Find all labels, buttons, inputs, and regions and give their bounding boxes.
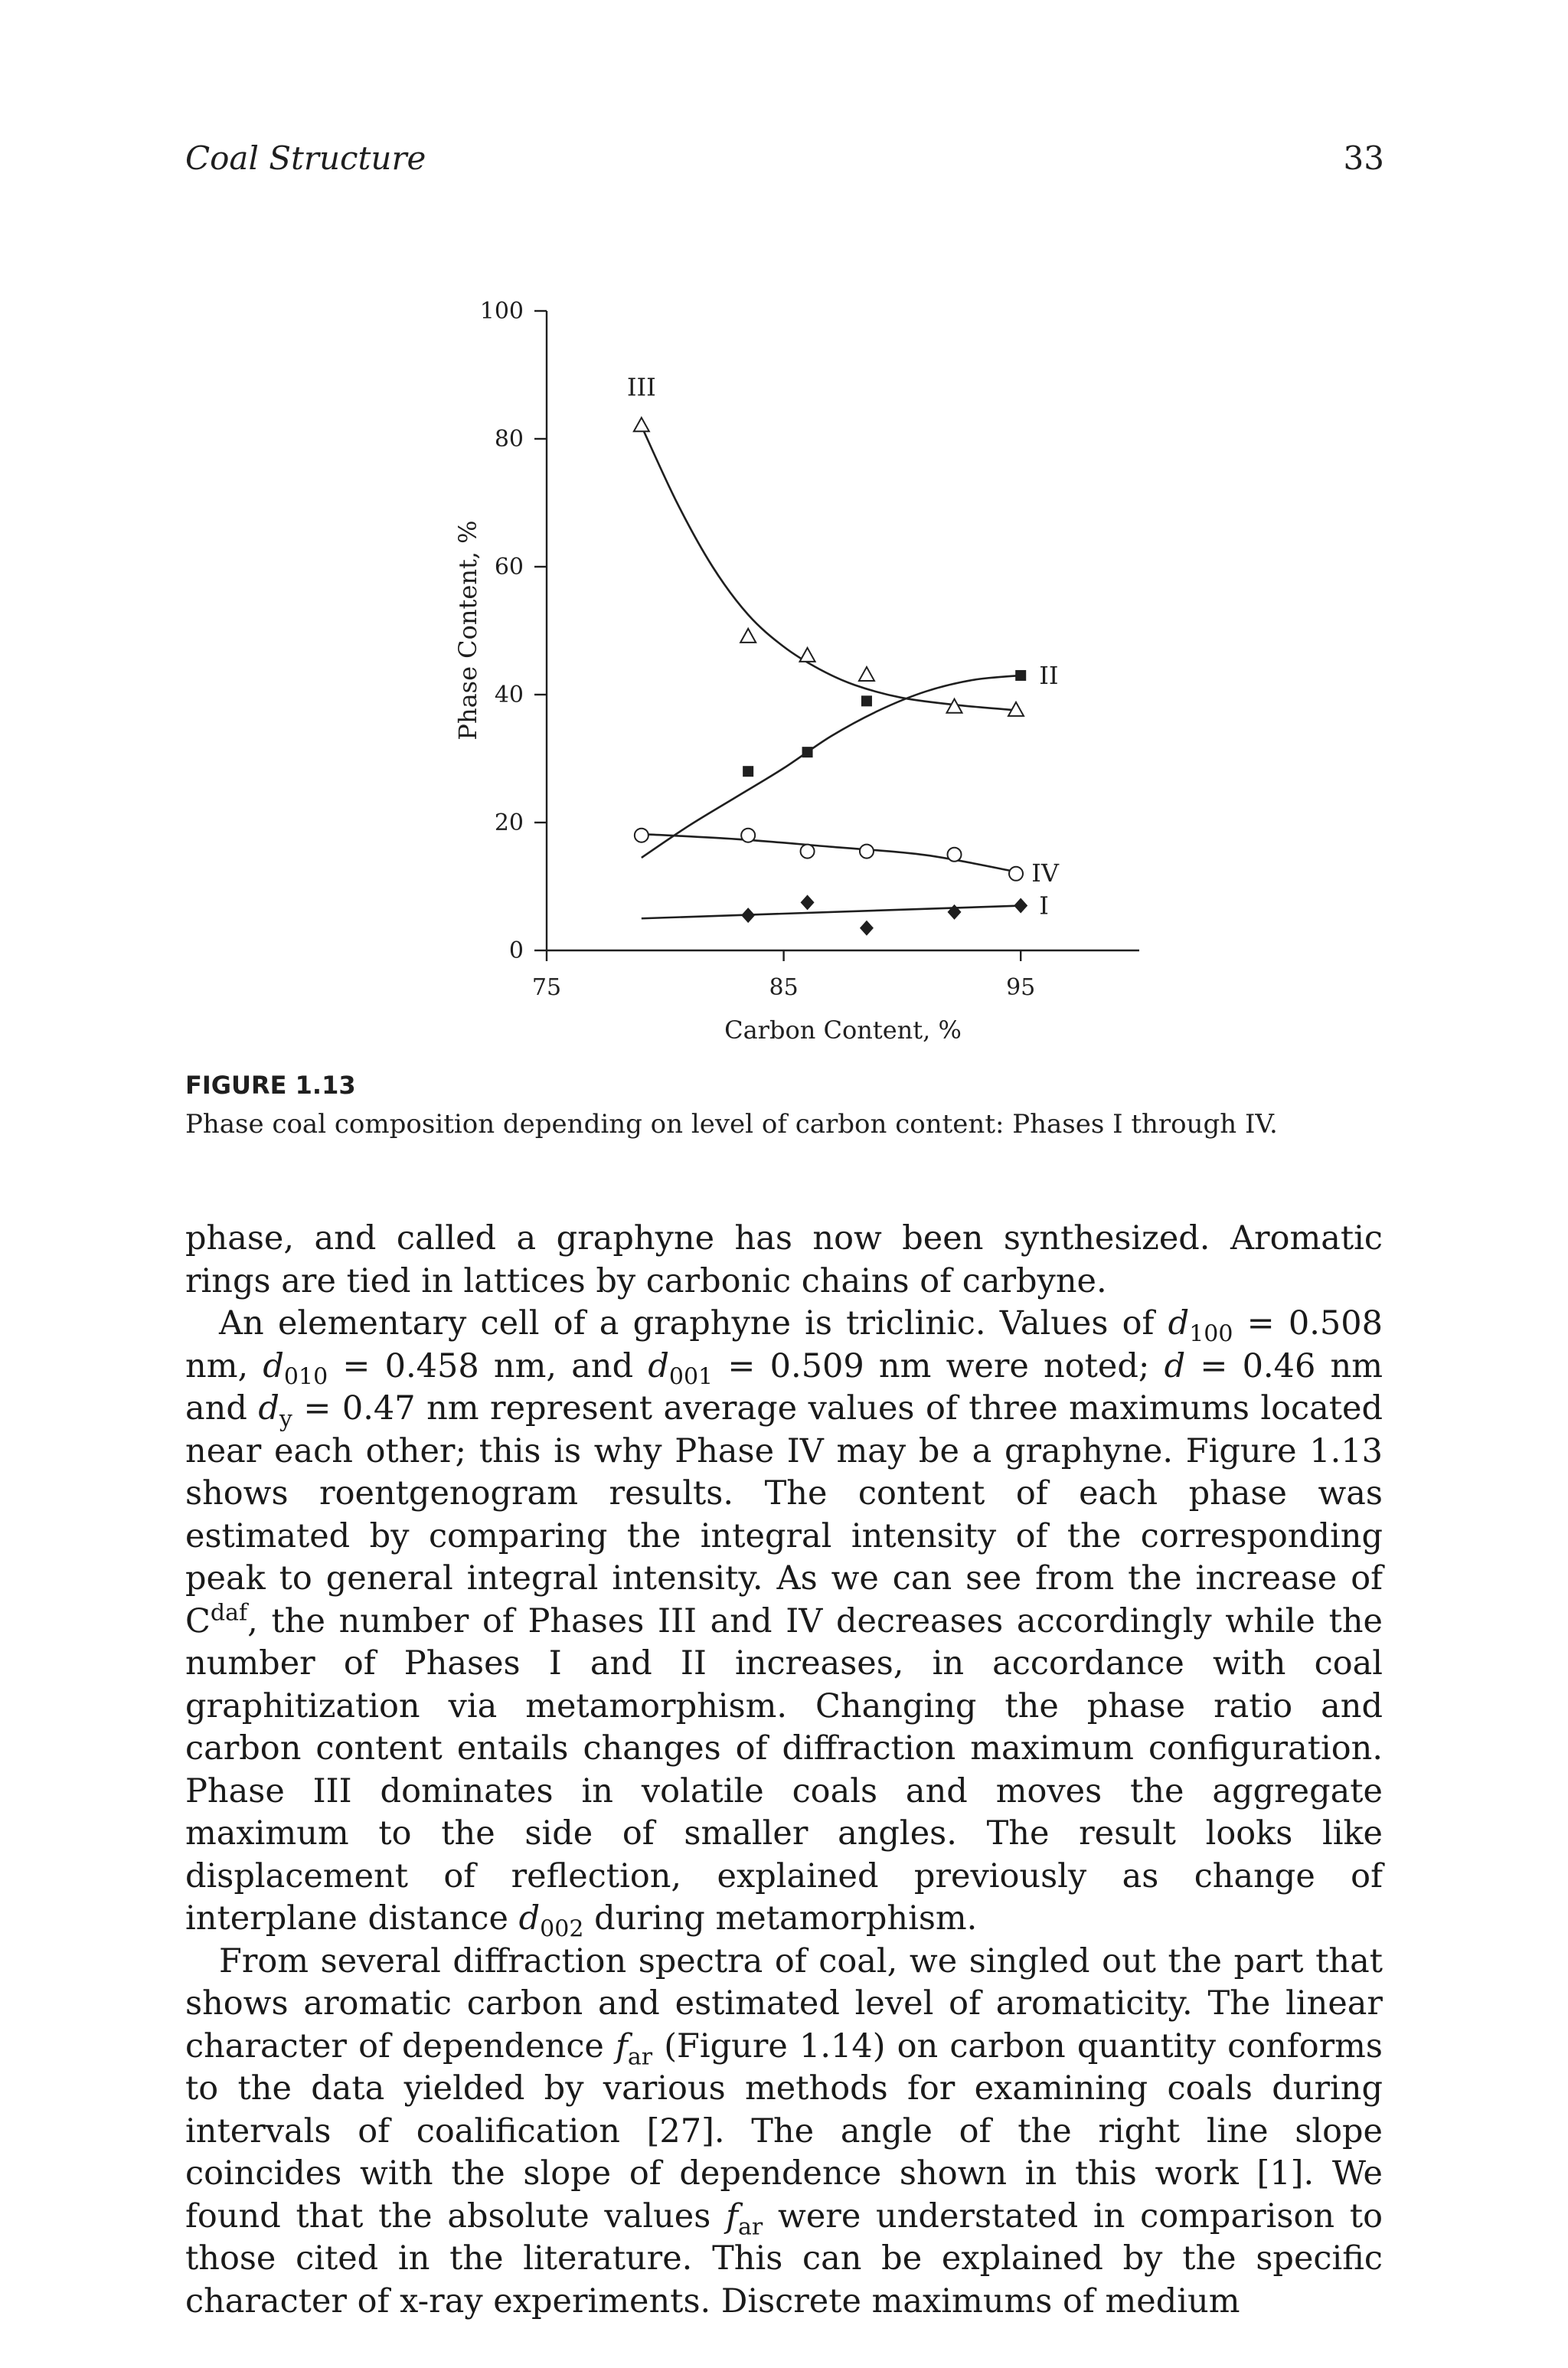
chart-axes bbox=[547, 311, 1139, 950]
series-i-point bbox=[948, 904, 962, 920]
series-iv-point bbox=[948, 848, 962, 862]
series-iii-point bbox=[859, 667, 874, 681]
series-i-point bbox=[1014, 898, 1027, 914]
series-iii-point bbox=[800, 648, 815, 662]
series-iv-point bbox=[741, 829, 755, 842]
series-ii-point bbox=[861, 695, 872, 706]
series-iii-point bbox=[634, 417, 649, 431]
y-tick-label: 20 bbox=[494, 810, 524, 836]
y-tick-label: 100 bbox=[479, 298, 524, 325]
series-iv-point bbox=[635, 829, 648, 842]
series-iii-label: III bbox=[626, 372, 656, 402]
paragraph-3: From several diffraction spectra of coal, we singled out the part that shows aromatic carbon and estimated level of aromaticity. The linear character of dependence $f_{ar}$ (Figure 1.14) on carbon quantity conforms to the data yielded by various methods for examining coals during intervals of coalification [27]. The angle of the right line slope coincides with the slope of dependence shown in this work [1]. We found that the absolute values $f_{ar}$ were understated in comparison to those cited in the literature. This can be explained by the specific character of x-ray experiments. Discrete maximums of medium bbox=[185, 1941, 1383, 2321]
phase-content-chart bbox=[0, 0, 1568, 1057]
y-tick-label: 60 bbox=[494, 554, 524, 581]
y-tick-label: 80 bbox=[494, 426, 524, 453]
chart-series-labels bbox=[627, 372, 1060, 920]
y-axis-label: Phase Content, % bbox=[453, 520, 482, 741]
series-iv-point bbox=[1009, 867, 1023, 881]
series-i-point bbox=[801, 895, 815, 910]
chart-curves bbox=[642, 426, 1021, 918]
series-iv-label: IV bbox=[1031, 858, 1059, 888]
figure-label: FIGURE 1.13 bbox=[185, 1071, 356, 1100]
page-number: 33 bbox=[1343, 139, 1384, 177]
series-iii-curve bbox=[642, 426, 1021, 711]
series-i-curve bbox=[642, 906, 1021, 919]
chart-markers bbox=[634, 417, 1027, 935]
series-iv-point bbox=[801, 845, 815, 859]
x-axis-label: Carbon Content, % bbox=[724, 1016, 962, 1045]
series-ii-point bbox=[1015, 670, 1026, 681]
running-title: Coal Structure bbox=[185, 139, 426, 177]
x-tick-label: 85 bbox=[769, 974, 799, 1001]
chart-ticks bbox=[480, 298, 1036, 1001]
series-ii-label: II bbox=[1039, 660, 1059, 690]
body-text bbox=[185, 1218, 1383, 2323]
series-ii-curve bbox=[642, 675, 1021, 858]
series-i-point bbox=[741, 908, 755, 923]
figure-caption: Phase coal composition depending on level of carbon content: Phases I through IV. bbox=[185, 1109, 1278, 1140]
series-iii-point bbox=[740, 629, 756, 643]
x-tick-label: 95 bbox=[1006, 974, 1036, 1001]
y-tick-label: 0 bbox=[508, 937, 524, 964]
series-i-point bbox=[860, 921, 874, 936]
series-iv-point bbox=[860, 845, 874, 859]
paragraph-2: An elementary cell of a graphyne is triclinic. Values of $d_{100} = 0.508$ nm, $d_{010} = 0.458$ nm, and $d_{001} = 0.509$ nm were noted; d = 0.46 nm and $d_y = 0.47$ nm represent average values of three maximums located near each other; this is why Phase IV may be a graphyne. Figure 1.13 shows roentgenogram results. The content of each phase was estimated by comparing the integral intensity of the corresponding peak to general integral intensity. As we can see from the increase of $C^{daf}$, the number of Phases III and IV decreases accordingly while the number of Phases I and II increases, in accordance with coal graphitization via metamorphism. Changing the phase ratio and carbon content entails changes of diffraction maximum configuration. Phase III dominates in volatile coals and moves the aggregate maximum to the side of smaller angles. The result looks like displacement of reflection, explained previously as change of interplane distance $d_{002}$ during metamorphism. bbox=[185, 1304, 1383, 1943]
series-i-label: I bbox=[1039, 891, 1049, 921]
paragraph-1: phase, and called a graphyne has now been synthesized. Aromatic rings are tied in lattices by carbonic chains of carbyne. bbox=[185, 1219, 1383, 1300]
y-tick-label: 40 bbox=[494, 682, 524, 708]
x-tick-label: 75 bbox=[531, 974, 562, 1001]
series-ii-point bbox=[802, 747, 813, 757]
series-ii-point bbox=[743, 766, 753, 777]
